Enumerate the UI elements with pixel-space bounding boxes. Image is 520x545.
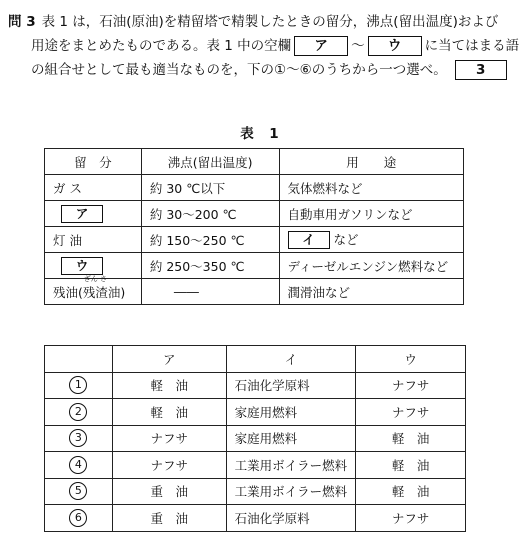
choice-u-cell: ナフサ (356, 399, 466, 426)
table-row (45, 175, 464, 201)
header-a: ア (112, 346, 226, 373)
tilde: 〜 (351, 38, 365, 54)
choice-row[interactable] (45, 372, 466, 399)
question-line-3-text: の組合せとして最も適当なものを，下の①〜⑥のうちから一つ選べ。 (31, 62, 447, 78)
table-row (45, 279, 464, 305)
choice-u-cell: 軽 油 (356, 452, 466, 479)
boiling-cell: ―― (141, 279, 279, 305)
choice-u-cell: 軽 油 (356, 425, 466, 452)
choice-number[interactable] (45, 372, 113, 399)
question-line-2-text: 用途をまとめたものである。表 1 中の空欄 (31, 38, 292, 54)
choice-row[interactable] (45, 478, 466, 505)
choice-i-cell: 家庭用燃料 (226, 399, 356, 426)
question-line-2 (8, 34, 520, 58)
question-line-1 (8, 10, 514, 34)
choice-i-cell: 工業用ボイラー燃料 (226, 478, 356, 505)
fraction-cell (45, 274, 142, 305)
use-cell: 気体燃料など (279, 175, 463, 201)
choice-number[interactable] (45, 425, 113, 452)
header-u: ウ (356, 346, 466, 373)
use-cell: ディーゼルエンジン燃料など (279, 253, 463, 279)
question-line-1-text: 表 1 は，石油(原油)を精留塔で精製したときの留分，沸点(留出温度)および (41, 14, 499, 30)
choice-a-cell: ナフサ (112, 425, 226, 452)
fraction-table (44, 148, 464, 305)
question-text (8, 10, 520, 82)
question-number: 問 3 (8, 14, 36, 30)
choice-i-cell: 工業用ボイラー燃料 (226, 452, 356, 479)
ruby-base: 残渣 (82, 284, 108, 300)
choice-i-cell: 石油化学原料 (226, 372, 356, 399)
choice-a-cell: 重 油 (112, 478, 226, 505)
choice-number[interactable] (45, 399, 113, 426)
table-row (45, 227, 464, 253)
header-fraction: 留 分 (45, 149, 142, 175)
header-i: イ (226, 346, 356, 373)
circled-number: 3 (69, 429, 87, 447)
choice-a-cell: 重 油 (112, 505, 226, 532)
circled-number: 5 (69, 482, 87, 500)
header-boiling-point: 沸点(留出温度) (141, 149, 279, 175)
header-blank (45, 346, 113, 373)
circled-number: 2 (69, 403, 87, 421)
use-suffix: など (333, 232, 359, 247)
choice-a-cell: ナフサ (112, 452, 226, 479)
boiling-cell: 約 30〜200 ℃ (141, 201, 279, 227)
choice-row[interactable] (45, 452, 466, 479)
table-header-row (45, 149, 464, 175)
boiling-cell: 約 150〜250 ℃ (141, 227, 279, 253)
answer-choices-table (44, 345, 466, 532)
choice-number[interactable] (45, 452, 113, 479)
ruby-text (82, 274, 108, 301)
question-line-3 (8, 58, 514, 82)
fraction-cell: ガ ス (45, 175, 142, 201)
table-row (45, 201, 464, 227)
blank-a-box: ア (294, 36, 348, 56)
blank-u-box: ウ (368, 36, 422, 56)
choice-u-cell: ナフサ (356, 505, 466, 532)
circled-number: 1 (69, 376, 87, 394)
use-cell: 自動車用ガソリンなど (279, 201, 463, 227)
choice-row[interactable] (45, 505, 466, 532)
fraction-suffix: 油) (107, 284, 126, 300)
blank-a-box: ア (61, 205, 103, 223)
choice-u-cell: 軽 油 (356, 478, 466, 505)
fraction-cell: 灯 油 (45, 227, 142, 253)
table1-caption: 表 1 (240, 126, 280, 142)
choice-row[interactable] (45, 425, 466, 452)
question-line-2-end: に当てはまる語 (424, 38, 520, 54)
blank-i-box: イ (288, 231, 330, 249)
circled-number: 6 (69, 509, 87, 527)
choice-number[interactable] (45, 478, 113, 505)
answer-number-box: 3 (455, 60, 507, 80)
header-use: 用 途 (279, 149, 463, 175)
choice-a-cell: 軽 油 (112, 399, 226, 426)
circled-number: 4 (69, 456, 87, 474)
blank-u-box: ウ (61, 257, 103, 275)
choice-number[interactable] (45, 505, 113, 532)
fraction-prefix: 残油( (53, 284, 83, 300)
table-header-row (45, 346, 466, 373)
choice-a-cell: 軽 油 (112, 372, 226, 399)
fraction-cell (45, 201, 142, 227)
boiling-cell: 約 250〜350 ℃ (141, 253, 279, 279)
choice-i-cell: 家庭用燃料 (226, 425, 356, 452)
boiling-cell: 約 30 ℃以下 (141, 175, 279, 201)
choice-row[interactable] (45, 399, 466, 426)
choice-i-cell: 石油化学原料 (226, 505, 356, 532)
ruby-reading: ざん さ (83, 274, 108, 283)
use-cell: 潤滑油など (279, 279, 463, 305)
use-cell (279, 227, 463, 253)
choice-u-cell: ナフサ (356, 372, 466, 399)
